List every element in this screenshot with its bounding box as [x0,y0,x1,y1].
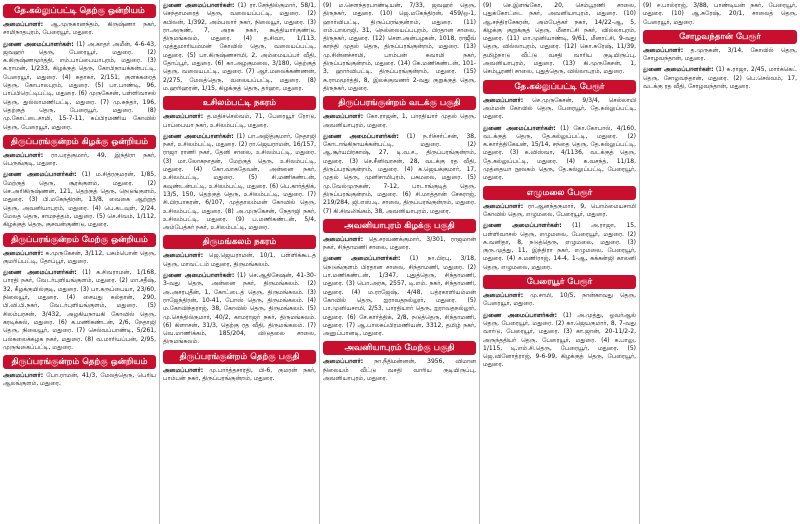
listing-entry [163,367,316,384]
role-label: துணை அமைப்பாளர்கள்: [163,2,235,9]
text-column [480,0,640,524]
role-label: துணை அமைப்பாளர்கள்: [643,66,714,74]
entry-text: (1) பா.அஜித்குமார், நேதாஜி நகர், உசிலம்பட்டி, மதுரை. (2) ரா.ஜெயராமன், 16/157, ராஜா ராணி நகர், தேனி சாலை, உசிலம்பட்டி, மதுரை. (3) மா.லோகநாதன், மேற்குத் தெரு, உசிலம்பட்டி, மதுரை. (4) கோ.வாசுதேவன், அன்னை நகர், உசிலம்பட்டி, மதுரை. (5) சி.மணிகண்டன், கவுண்டன்பட்டி, உசிலம்பட்டி, மதுரை. (6) பெ.கார்த்திக், 13/5, 150, தெற்குத் தெரு, உசிலம்பட்டி, மதுரை. (7) சி.பிரபாகரன், 6/107, முத்தாலம்மன் கோவில் தெரு, உசிலம்பட்டி, மதுரை. (8) அ.முருகேசன், நேதாஜி நகர், உசிலம்பட்டி, மதுரை. (9) ப.மணிகண்டன், 5/4, அம்பேத்கர் நகர், உசிலம்பட்டி, மதுரை. [163,132,316,232]
entry-text: (1) ந.ரிச்சர்ட்சன், 38, கோடாங்கிநாயக்கன்பட்டி, மதுரை. (2) ஆ.சூர்யபிரகாஷ், 27, டி.வ.ச., திருப்பரங்குன்றம், மதுரை. (3) செ.சீனிவாசன், 28, வடக்கு ரத வீதி, திருப்பரங்குன்றம், மதுரை. (4) க.ஜெயக்குமார், 17, முதல் தெரு, முனிசாமிபுரம், பசுமலை, மதுரை. (5) மு.வேல்முருகன், 7-12, பாடாங்குடித் தெரு, திருப்பரங்குன்றம், மதுரை. (6) சி.மாத்தான் சேசுராஜ், 219/284, ஜி.எஸ்.டி. சாலை, திருப்பரங்குன்றம், மதுரை. (7) கி.சிவலிங்கம், 38, அவனியாபுரம், மதுரை. [323,132,476,215]
entry-text: போ.ராமன், 41/3, மேலத்தெரு, பெரிய ஆலங்குளம், மதுரை. [3,372,156,388]
listing-entry [483,125,636,183]
listing-entry [483,292,636,309]
role-label: அமைப்பாளர்: [3,21,44,28]
listing-entry [483,203,636,220]
entry-text: ஜெ.ஜெயராமன், 10/1, பள்ளிக்கூடத் தெரு, மாவட்டம் மதுரை, திருமங்கலம். [163,252,316,268]
section-header: திருப்பரங்குன்றம் தெற்கு பகுதி [163,350,316,364]
listing-entry [163,113,316,130]
section-header: தே.கல்லுப்பட்டி தெற்கு ஒன்றியம் [3,4,156,18]
entry-text: ஆ.முருகானந்தம், கிருஷ்ணா நகர், சாமிநாதபுரம், பேரையூர், மதுரை. [3,21,156,37]
role-label: அமைப்பாளர்: [483,96,524,104]
role-label: அமைப்பாளர்: [3,151,44,159]
listing-entry [3,269,156,352]
entry-text: (1) செ.ஆதிசேஷன், 41-30-3-வது தெரு, அன்னை நகர், திருமங்கலம். (2) அ.அசரபுதீன், 1, கோட்டைத் தெரு, திருமங்கலம். (3) ராஜேந்திரன், 10-41, போஸ் தெரு, திருமங்கலம். (4) ம.கோவிந்தராஜ், 38, கோவில் தெரு, திருமங்கலம். (5) மு.செந்தில்குமார், 40/2, காமராஜர் நகர், திருமங்கலம். (6) கிளாசன், 31/3, தெற்கு ரத வீதி, திருமங்கலம். (7) வெ.மாணிக்கம், 185/204, விடுதலை சாலை, திருமங்கலம். [163,272,316,346]
section-header: திருப்பரங்குன்றம் மேற்கு ஒன்றியம் [3,233,156,247]
entry-text: கோ.ராஜன், 1, பாரதியார் முதல் தெரு, அவனியாபுரம், மதுரை. [323,113,476,129]
entry-text: (1) அ.முத்து, ஓவர்ஆல் தெரு, பேரையூர், மதுரை. (2) கா.ஜெயகுமார், 8, 7-வது வார்டு, பேரையூர், மதுரை. (3) கா.ஜான், 20-11/2-2, அருந்ததியர் தெரு, பேரையூர், மதுரை. (4) க.பாலு, 1/115, டி.எம்.சி.தெரு, பேரையூர், மதுரை. (5) ஜெ.வினோத்ராஜ், 9-6-99, கிழக்குத் தெரு, பேரையூர், மதுரை. [483,311,636,369]
section-header: உசிலம்பட்டி நகரம் [163,96,316,110]
listing-entry [323,113,476,130]
role-label: துணை அமைப்பாளர்கள்: [483,124,556,132]
listing-entry [323,255,476,338]
entry-text: ரா.ஆனந்தகுமார், 9, பொம்மையசாமி கோவில் தெரு, எழுமலை, பேரையூர், மதுரை. [483,202,636,218]
role-label: அமைப்பாளர்: [323,113,364,121]
entry-text: த.மதிச்செல்வம், 71, பேரையூர் ரோடு, பாப்பையா நகர், உசிலம்பட்டி, மதுரை. [163,113,316,129]
role-label: அமைப்பாளர்: [163,366,204,374]
role-label: அமைப்பாளர்: [323,235,364,243]
section-header: திருப்பரங்குன்றம் தெற்கு ஒன்றியம் [3,355,156,369]
text-column [160,0,320,524]
role-label: அமைப்பாளர்: [483,202,524,210]
section-header: திருப்பரங்குன்றம் கிழக்கு ஒன்றியம் [3,135,156,149]
listing-entry [323,358,476,383]
entry-text: த.முருகன், 3/14, கோவில் தெரு, சோழவந்தான், மதுரை. [643,46,797,63]
listing-entry [163,272,316,347]
listing-entry [323,133,476,216]
section-header: திருமங்கலம் நகரம் [163,235,316,249]
listing-entry [323,236,476,253]
entry-text: (1) கோ.கோபால், 4/160, வடக்குத் தெரு, தே.கல்லுப்பட்டி, மதுரை. (2) க.கார்த்திகேயன், 15/14, சந்தை தெரு, தே.கல்லுப்பட்டி, மதுரை. (3) க.விஸ்வா, 4/1136, வடக்குத் தெரு, தே.கல்லுப்பட்டி, மதுரை. (4) க.வசந்த், 11/18, முத்தையா நூலகம் தெரு, தே.கல்லுப்பட்டி, பேரையூர், மதுரை. [483,124,636,182]
section-header: அவனியாபுரம் கிழக்கு பகுதி [323,219,476,233]
entry-text: (9) ச.பால்ராஜ், 3/88, பாண்டியன் நகர், பேரையூர், மதுரை. (10) ஆ.சுரேஷ், 20/1, சாலைத் தெரு, பேரையூர், மதுரை. [643,2,797,26]
listing-entry [643,66,797,91]
listing-entry [3,250,156,267]
entry-text: செ.முருகேசன், 9/3/4, செல்லாயி அம்மன் கோவில் தெரு, பேரையூர், தே.கல்லுப்பட்டி, மதுரை. [483,96,636,121]
listing-entry [483,97,636,122]
role-label: துணை அமைப்பாளர்கள்: [163,132,234,140]
listing-entry [3,171,156,229]
role-label: துணை அமைப்பாளர்கள்: [323,255,401,263]
entry-text: (9) ம.சௌந்தரபாண்டியன், 7/33, ஜவஹர் தெரு, திருநகர், மதுரை. (10) ஜெ.மகேந்திரன், 459/ஒ-1, ஹார்விபட்டி, திருப்பரங்குன்றம், மதுரை. (11) எம்.பாலாஜி, 31, நெல்லையப்பபுரம், பிரதான சாலை, திருநகர், மதுரை. (12) சௌ.அன்பழகன், 1018, ராஜீவ் காந்தி முதல் தெரு, திருப்பரங்குன்றம், மதுரை. (13) மு.சின்னச்சாமி, பாம்பன் சுவாமி நகர், திருப்பரங்குன்றம், மதுரை. (14) கே.மணிகண்டன், 101-3, ஹார்விபட்டி, திருப்பரங்குன்றம், மதுரை. (15) சு.ராமமூர்த்தி, 8, இலக்குவணர் 2-வது குறுக்குத் தெரு, திருநகர், மதுரை. [323,2,476,92]
entry-text: (1) ம.சித்ரகுமரன், 1/85, மேற்குத் தெரு, சூரக்குளம், மதுரை. (2) செ.அரிகிருஷ்ணன், 121, தெற்குத் தெரு, நெடுங்குளம், மதுரை. (3) பி.மகேந்திரன், 13/8, வைகை ஆற்றுத் தெரு, அவனியாபுரம், மதுரை. (4) பெ.கடவுள், 2/24, மேலத் தெரு, சாமநத்தம், மதுரை. (5) செ.சிவம், 1/112, கிழக்குத் தெரு, குசவன்குண்டு, மதுரை. [3,171,156,229]
role-label: அமைப்பாளர்: [163,113,204,121]
listing-entry [163,2,316,93]
listing-entry [643,47,797,64]
listing-entry [3,21,156,38]
entry-text: (1) நா.பிரபு, 3/18, நெடுங்குளம் பிரதான சாலை, சிந்தாமணி, மதுரை. (2) பா.மணிகண்டன், 1/347, புதுத்தெரு, சிந்தாமணி, மதுரை. (3) பொ.அரசு, 2557, டி.எம். நகர், சிந்தாமணி, மதுரை. (4) ம.ராஜேஷ், 4/48, பத்ரகாளியம்மன் கோவில் தெரு, ஐராவதநல்லூர், மதுரை. (5) பா.முனியசாமி, 2/53, பாரதியார் தெரு, ஐராவதநல்லூர், மதுரை. (6) சே.கார்த்திக், 2/8, நடுத்தெரு, சிந்தாமணி, மதுரை. (7) ஆ.பாலசுப்பிரமணியன், 3312, தமிழ் நகர், அனுப்பானடி, மதுரை. [323,255,476,338]
role-label: துணை அமைப்பாளர்கள்: [483,311,558,319]
entry-text: (1) ரா.சேந்தில்குமார், 58/1, செந்தாமரைத் தெரு, வலையப்பட்டி, மதுரை. (2) கபிலன், 1/392, அம்பலார் நகர், நிலையூர், மதுரை. (3) ரா.அருண், 7, அரசு நகர், கூத்தியார்குண்டு, திருமங்கலம், மதுரை. (4) த.சிவா, 1/113, முத்துமாரியம்மன் கோவில் தெரு, வலையப்பட்டி, மதுரை. (5) பா.கிருஷ்ணசாமி, 2, அம்மையப்பர் வீதி, தோப்பூர், மதுரை. (6) கா.அழகுமலை, 3/180, தெற்குத் தெரு, வலையபட்டி, மதுரை. (7) ஆர்.மலைக்கண்ணன், 2/275, மேலத்தெரு, வலையப்பட்டி, மதுரை. (8) ம.ஹரிஹரன், 1/15, கிழக்குத் தெரு, தர்ஹா, மதுரை. [163,2,316,92]
entry-text: க.முருகேசன், 3/112, பசும்பொன் தெரு, குமரிப்பட்டி, தோப்பூர், மதுரை. [3,249,156,265]
role-label: அமைப்பாளர்: [643,46,684,54]
listing-entry [483,2,636,77]
entry-text: ரா.பரத்குமார், 49, இந்திரா நகர், பெருங்குடி, மதுரை. [3,151,156,168]
entry-text: மு.சாமி, 10/5, நான்காவது தெரு, பேரையூர், மதுரை. [483,292,636,308]
role-label: துணை அமைப்பாளர்கள்: [3,269,77,277]
role-label: துணை அமைப்பாளர்கள்: [483,222,562,230]
role-label: துணை அமைப்பாளர்கள்: [3,40,74,48]
text-column [640,0,800,524]
entry-text: தெ.சரவணக்குமார், 3/301, ராஜமான் நகர், சிந்தாமணி சாலை, மதுரை. [323,235,476,252]
entry-text: (1) அ.ராஜா, 15, பள்ளிவாசல் தெரு, எழுமலை, பேரையூர், மதுரை. (2) சு.வனிதா, 8, நடுத்தெரு, எழுமலை, மதுரை. (3) குரு.முத்து, 11, இந்திரா நகர், எழுமலை, பேரையூர், மதுரை. (4) ச.மணிராஜ், 14-4, 1-ஆ, கக்கன்ஜி காலனி தெரு, எழுமலை, மதுரை. [483,222,636,271]
role-label: அமைப்பாளர்: [323,358,364,366]
entry-text: (9) செ.இளங்கோ, 20, செம்பூரணி சாலை, புதுக்கோட்டை நகர், அவனியாபுரம், மதுரை. (10) ஆ.சந்திரசேகரன், அம்பேத்கர் நகர், 14/22-ஆ, 5, கிழக்கு குறுக்குத் தெரு, மீனாட்சி நகர், வில்லாபுரம், மதுரை. (11) மா.முனியாண்டி, 9/61, மீனாட்சி, 9-வது தெரு, வில்லாபுரம், மதுரை. (12) கொ.சுரேஷ், 11/39, தமிழ்நாடு வீட்டு வசதி வாரிய குடியிருப்பு, அவனியாபுரம், மதுரை. (13) கி.முருகேசன், 1, செம்பூரணி சாலை, புதுத்தெரு, வில்லாபுரம், மதுரை. [483,2,636,76]
role-label: அமைப்பாளர்: [3,249,44,257]
listing-entry [323,2,476,93]
listing-entry [3,41,156,132]
section-header: திருப்பரங்குன்றம் வடக்கு பகுதி [323,96,476,110]
entry-text: (1) க.சிவராமன், 1/168, பாரதி நகர், வேடர்புளியங்குளம், மதுரை. (2) மா.சதீஷ், 32, கீழக்குயில்குடி, மதுரை. (3) பா.கருப்பையா, 23/60, நிலையூர், மதுரை. (4) சையது சுல்தான், 290, பி.வி.பி.நகர், வேடர்புளியங்குளம், மதுரை. (5) சிலம்பரசன், 3/432, அழகியநாயகி கோவில் தெரு, கரடிக்கல், மதுரை. (6) க.மணிகண்டன், 2/6, நேதாஜி தெரு, நிலையூர், மதுரை. (7) செல்வப்பாண்டி, 5/261, பல்கலைக்கழக நகர், மதுரை. (8) வ.மாரியப்பன், 2/95, முருங்கைப்பட்டி, மதுரை. [3,269,156,351]
role-label: அமைப்பாளர்: [483,292,524,300]
entry-text: (1) அ.காதர் அமீன், 4-6-43, ஜவஹர் தெரு, பேரையூர், மதுரை. (2) க.கிருஷ்ணமூர்த்தி, எம்.பாப்பையாபுரம், மதுரை. (3) க.ராமன், 1/233, கிழக்குத் தெரு, கோபிநாயக்கன்பட்டி, பேரையூர், மதுரை. (4) சுதாகர், 2/151, குளக்கரைத் தெரு, கோபாலபுரம், மதுரை. (5) பா.பாண்டி, 96, பாப்பிரெட்டிபட்டி, மதுரை. (6) முருகேசன், பள்ளிவாசல் தெரு, துல்லாமணிபட்டி, மதுரை. (7) மு.சுந்தர், 196, தெற்குத் தெரு, பேரையூர், மதுரை. (8) மு.கோட்டைசாமி, 15-7-11, சுப்பிரமணிய கோவில் தெரு, பேரையூர், மதுரை. [3,40,156,131]
role-label: அமைப்பாளர்: [163,252,204,260]
text-column [320,0,480,524]
entry-text: நா.நீதிமன்னன், 3956, விமான நிலையம் வீட்டு வசதி வாரிய குடியிருப்பு, அவனியாபுரம், மதுரை. [323,358,476,382]
section-header: பேரையூர் பேரூர் [483,275,636,289]
listing-entry [643,2,797,27]
entry-text: (1) க.ராஜா, 2/45, மார்க்கெட் தெரு, சோழவந்தான், மதுரை. (2) பெ.செல்வம், 17, வடக்கு ரத வீதி, சோழவந்தான், மதுரை. [643,66,797,91]
role-label: துணை அமைப்பாளர்கள்: [163,272,235,280]
listing-entry [163,133,316,233]
role-label: துணை அமைப்பாளர்கள்: [3,171,77,179]
listing-entry [3,372,156,389]
role-label: துணை அமைப்பாளர்கள்: [323,132,399,140]
listing-entry [3,152,156,169]
listing-entry [163,252,316,269]
listing-entry [483,222,636,272]
listing-entry [483,312,636,370]
section-header: தே.கல்லுப்பட்டி பேரூர் [483,80,636,94]
role-label: அமைப்பாளர்: [3,372,44,380]
entry-text: மு.பார்த்தசாரதி, பி-6, குமரன் நகர், பாம்பன் நகர், திருப்பரங்குன்றம், மதுரை. [163,366,316,382]
section-header: அவனியாபுரம் மேற்கு பகுதி [323,341,476,355]
section-header: சோழவந்தான் பேரூர் [643,30,797,44]
section-header: எழுமலை பேரூர் [483,186,636,200]
text-column [0,0,160,524]
